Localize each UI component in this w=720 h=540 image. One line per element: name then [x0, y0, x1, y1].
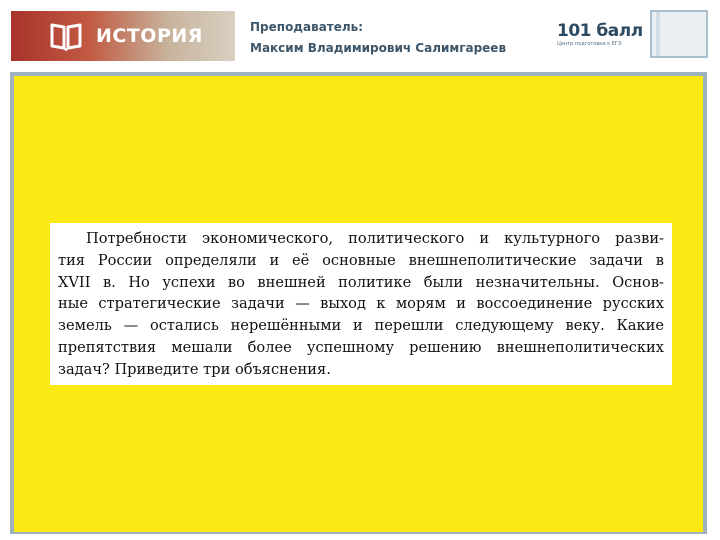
teacher-info — [250, 17, 506, 59]
task-line: тия России определяли и её основные внешнеполитические задачи в — [58, 251, 664, 269]
subject-title: ИСТОРИЯ — [96, 25, 203, 47]
header — [0, 0, 720, 68]
task-line: Потребности экономического, политического и культурного разви- — [86, 230, 664, 247]
task-line: задач? Приведите три объяснения. — [58, 360, 331, 378]
brand-subtitle: Центр подготовки к ЕГЭ — [557, 41, 622, 47]
open-book-icon — [48, 18, 84, 54]
teacher-label: Преподаватель: — [250, 20, 364, 34]
task-line: ные стратегические задачи — выход к морям и воссоединение русских — [58, 295, 664, 313]
side-decoration — [650, 10, 708, 58]
subject-tab — [11, 11, 235, 61]
brand-logo — [557, 22, 643, 48]
teacher-name: Максим Владимирович Салимгареев — [250, 41, 507, 55]
task-line: XVII в. Но успехи во внешней политике были незначительны. Основ- — [58, 273, 664, 291]
task-line: препятствия мешали более успешному решению внешнеполитических — [58, 338, 664, 356]
brand-name: 101 балл — [557, 21, 643, 41]
task-text-card — [50, 223, 672, 385]
task-line: земель — остались нерешёнными и перешли следующему веку. Какие — [58, 317, 664, 335]
